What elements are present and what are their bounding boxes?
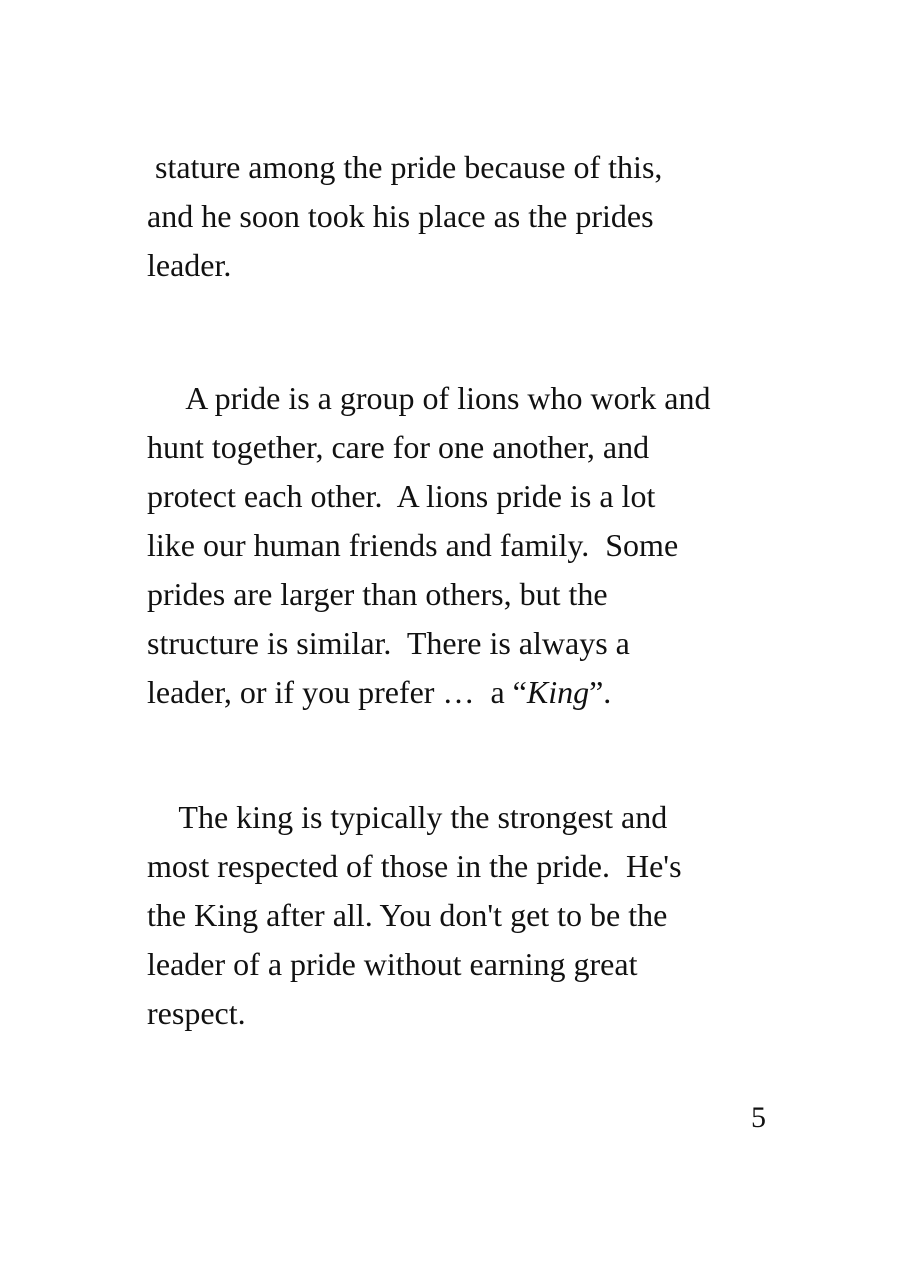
- text-line: and he soon took his place as the prides: [147, 198, 654, 234]
- text-line: leader of a pride without earning great: [147, 946, 638, 982]
- text-line: prides are larger than others, but the: [147, 576, 608, 612]
- text-line-end: ”.: [589, 674, 612, 710]
- text-line: stature among the pride because of this,: [147, 149, 663, 185]
- king-emphasis: King: [526, 674, 590, 710]
- paragraph-1: [147, 143, 787, 290]
- text-line: A pride is a group of lions who work and: [147, 380, 711, 416]
- text-line: the King after all. You don't get to be the: [147, 897, 668, 933]
- page-number: 5: [751, 1101, 766, 1134]
- text-line: respect.: [147, 995, 246, 1031]
- paragraph-2: [147, 374, 787, 717]
- text-line: protect each other. A lions pride is a lot: [147, 478, 656, 514]
- text-line: hunt together, care for one another, and: [147, 429, 650, 465]
- text-line: structure is similar. There is always a: [147, 625, 630, 661]
- text-line-final: [147, 668, 787, 717]
- text-line: most respected of those in the pride. He's: [147, 848, 682, 884]
- text-line: leader.: [147, 247, 232, 283]
- paragraph-3: [147, 793, 787, 1038]
- text-line-start: leader, or if you prefer … a “: [147, 674, 527, 710]
- text-line: The king is typically the strongest and: [147, 799, 668, 835]
- text-line: like our human friends and family. Some: [147, 527, 679, 563]
